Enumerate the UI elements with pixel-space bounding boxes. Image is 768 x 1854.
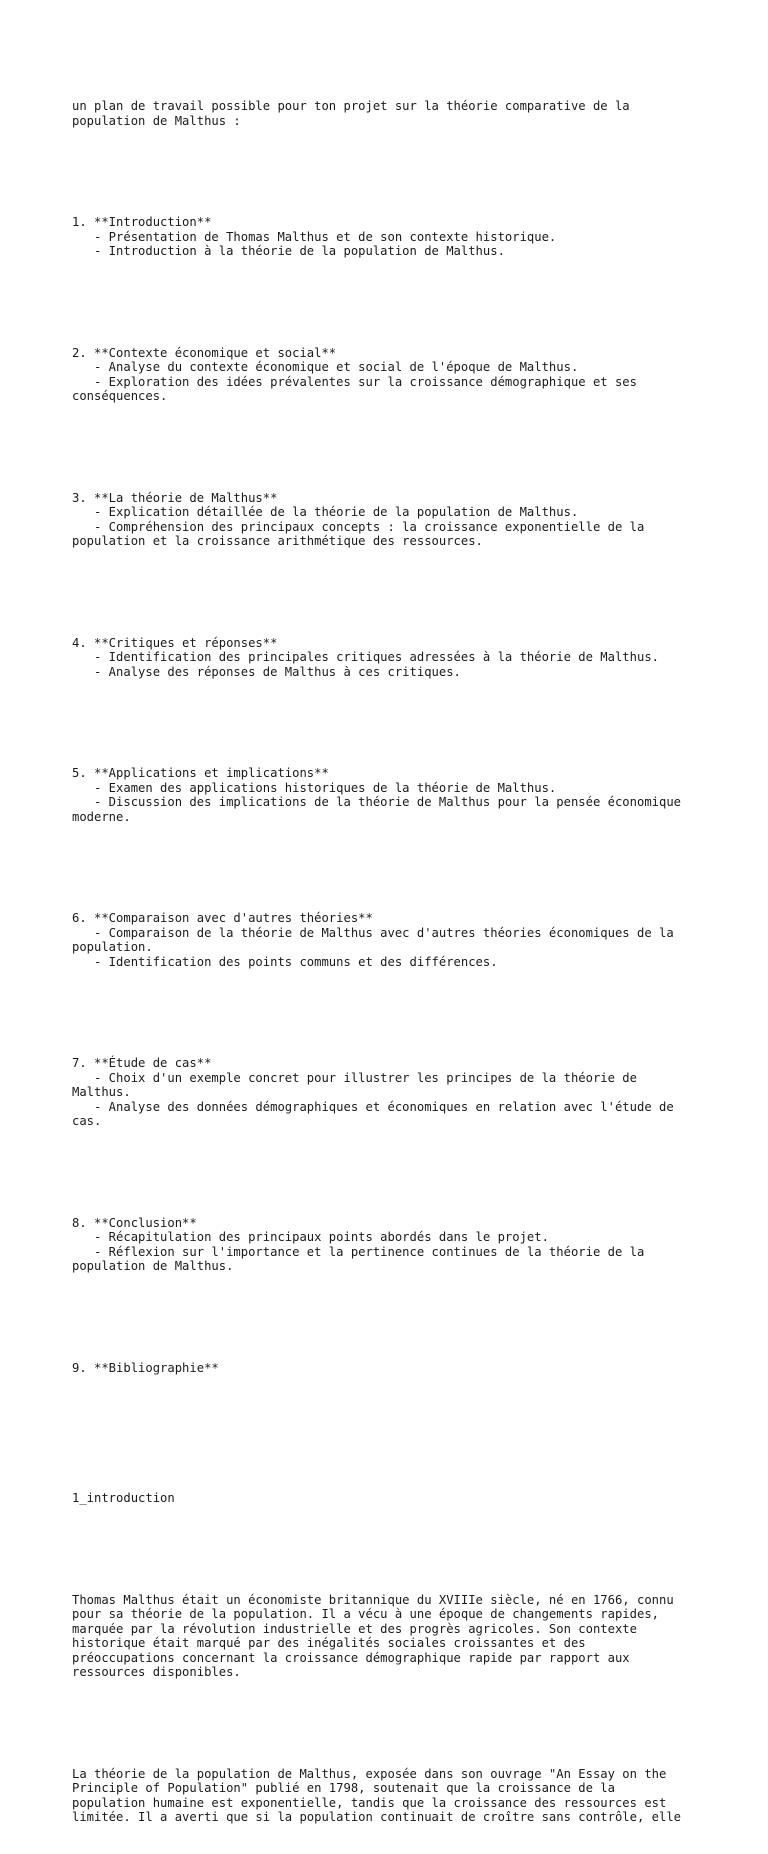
spacer (72, 853, 712, 868)
plan-item-3: 3. **La théorie de Malthus** - Explication détaillée de la théorie de la population de Malthus. - Compréhension des principaux concepts : la croissance exponentielle de la population et la croissance arithmétique des ressources. (72, 490, 645, 548)
plan-item-4: 4. **Critiques et réponses** - Identification des principales critiques adressées à la théorie de Malthus. - Analyse des réponses de Malthus à ces critiques. (72, 635, 659, 679)
plan-intro: un plan de travail possible pour ton projet sur la théorie comparative de la population de Malthus : (72, 99, 630, 128)
spacer (72, 288, 712, 303)
spacer (72, 1535, 712, 1550)
section-paragraph: Thomas Malthus était un économiste britannique du XVIIIe siècle, né en 1766, connu pour sa théorie de la population. Il a vécu à une époque de changements rapides, marquée par la révolution industrielle et des progrès agricoles. Son contexte historique était marqué par des inégalités sociales croissantes et des préoccupations concernant la croissance démographique rapide par rapport aux ressources disponibles. (72, 1592, 674, 1679)
plan-item-9: 9. **Bibliographie** (72, 1360, 219, 1375)
spacer (72, 433, 712, 448)
plan-item-6: 6. **Comparaison avec d'autres théories** - Comparaison de la théorie de Malthus avec d'autres théories économiques de la population. - Identification des points communs et des différences. (72, 911, 674, 969)
spacer (72, 1709, 712, 1724)
spacer (72, 578, 712, 593)
spacer (72, 708, 712, 723)
document-text (72, 70, 712, 1854)
plan-item-2: 2. **Contexte économique et social** - Analyse du contexte économique et social de l'époque de Malthus. - Exploration des idées prévalentes sur la croissance démographique et ses conséquences. (72, 345, 637, 403)
section-heading: 1_introduction (72, 1491, 175, 1505)
spacer (72, 157, 712, 172)
section-paragraph: La théorie de la population de Malthus, exposée dans son ouvrage "An Essay on the Principle of Population" publié en 1798, soutenait que la croissance de la population humaine est exponentielle, tandis que la croissance des ressources est limitée. Il a averti que si la population continuait de croître sans contrôle, elle (72, 1766, 682, 1824)
plan-item-8: 8. **Conclusion** - Récapitulation des principaux points abordés dans le projet. - Réflexion sur l'importance et la pertinence continues de la théorie de la population de Malthus. (72, 1215, 645, 1273)
plan-item-1: 1. **Introduction** - Présentation de Thomas Malthus et de son contexte historique. - Introduction à la théorie de la population de Malthus. (72, 215, 557, 258)
plan-item-5: 5. **Applications et implications** - Examen des applications historiques de la théorie de Malthus. - Discussion des implications de la théorie de Malthus pour la pensée économique moderne. (72, 766, 682, 824)
plan-item-7: 7. **Étude de cas** - Choix d'un exemple concret pour illustrer les principes de la théorie de Malthus. - Analyse des données démographiques et économiques en relation avec l'étude de cas. (72, 1056, 674, 1128)
spacer (72, 1158, 712, 1173)
spacer (72, 1404, 712, 1448)
spacer (72, 998, 712, 1013)
spacer (72, 1303, 712, 1318)
